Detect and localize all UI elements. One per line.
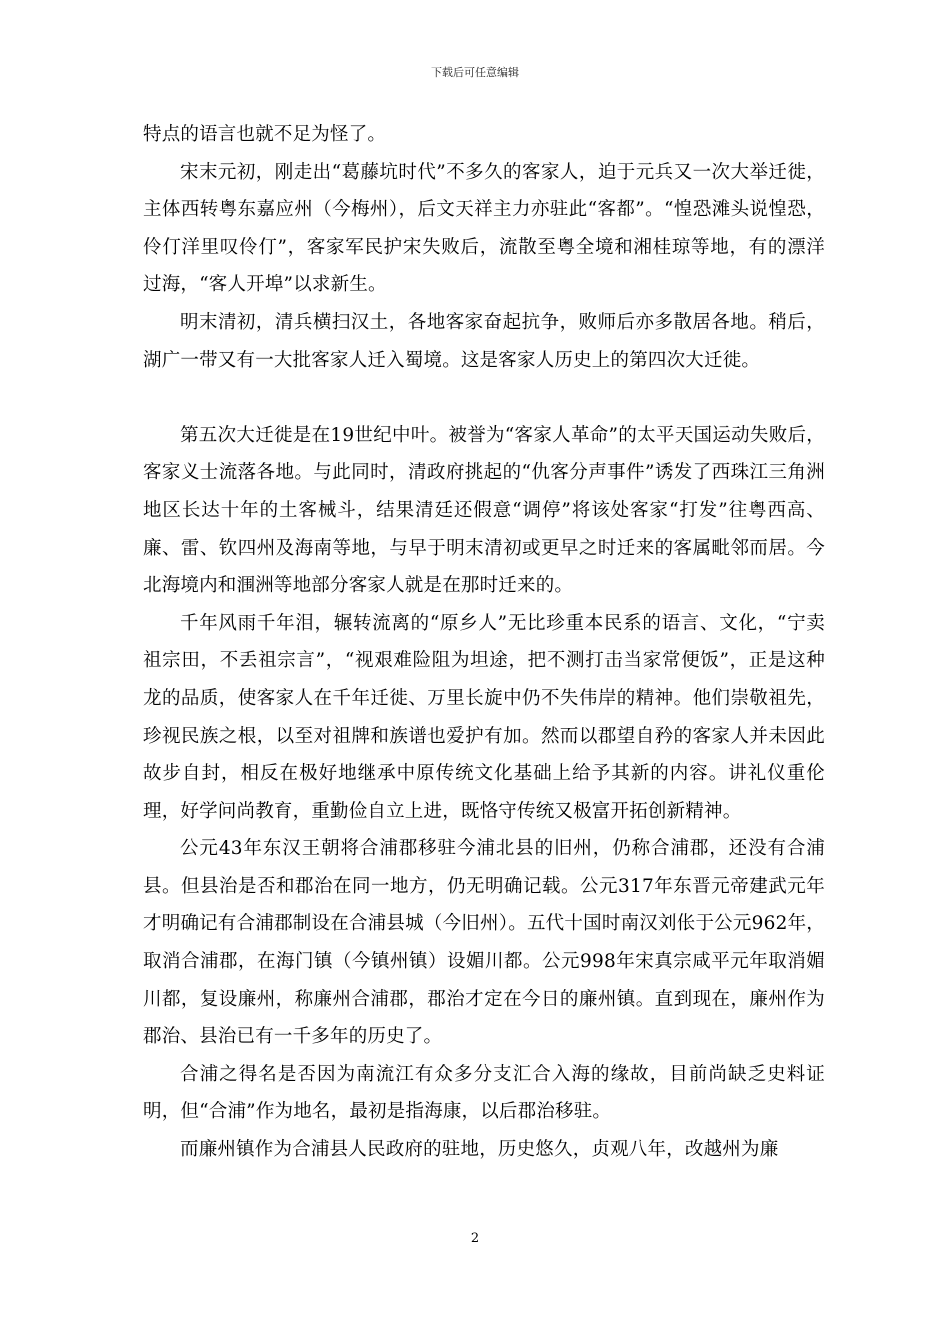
blank-line (143, 379, 825, 417)
paragraph: 明末清初，清兵横扫汉土，各地客家奋起抗争，败师后亦多散居各地。稍后，湖广一带又有一大批客家人迁入蜀境。这是客家人历史上的第四次大迁徙。 (143, 311, 825, 371)
paragraph: 合浦之得名是否因为南流江有众多分支汇合入海的缘故，目前尚缺乏史料证明，但“合浦”作为地名，最初是指海康，以后郡治移驻。 (143, 1063, 825, 1123)
page-number: 2 (470, 1231, 480, 1246)
page-header: 下载后可任意编辑 (431, 66, 519, 79)
paragraph: 特点的语言也就不足为怪了。 (143, 124, 387, 145)
paragraph: 而廉州镇作为合浦县人民政府的驻地，历史悠久，贞观八年，改越州为廉 (180, 1139, 779, 1161)
paragraph: 宋末元初，刚走出“葛藤坑时代”不多久的客家人，迫于元兵又一次大举迁徙，主体西转粤东嘉应州（今梅州），后文天祥主力亦驻此“客都”。“惶恐滩头说惶恐，伶仃洋里叹伶仃”，客家军民护宋失败后，流散至粤全境和湘桂琼等地，有的漂洋过海，“客人开埠”以求新生。 (143, 161, 825, 296)
paragraph: 千年风雨千年泪，辗转流离的“原乡人”无比珍重本民系的语言、文化，“宁卖祖宗田，不丢祖宗言”，“视艰难险阻为坦途，把不测打击当家常便饭”，正是这种龙的品质，使客家人在千年迁徙、万里长旋中仍不失伟岸的精神。他们崇敬祖先，珍视民族之根，以至对祖牌和族谱也爱护有加。然而以郡望自矜的客家人并未因此故步自封，相反在极好地继承中原传统文化基础上给予其新的内容。讲礼仪重伦理，好学问尚教育，重勤俭自立上进，既恪守传统又极富开拓创新精神。 (143, 612, 825, 822)
paragraph: 公元43年东汉王朝将合浦郡移驻今浦北县的旧州，仍称合浦郡，还没有合浦县。但县治是否和郡治在同一地方，仍无明确记载。公元317年东晋元帝建武元年才明确记有合浦郡制设在合浦县城（今旧州）。五代十国时南汉刘伥于公元962年，取消合浦郡，在海门镇（今镇州镇）设媚川都。公元998年宋真宗咸平元年取消媚川都，复设廉州，称廉州合浦郡，郡治才定在今日的廉州镇。直到现在，廉州作为郡治、县治已有一千多年的历史了。 (143, 838, 825, 1048)
paragraph: 第五次大迁徙是在19世纪中叶。被誉为“客家人革命”的太平天国运动失败后，客家义士流落各地。与此同时，清政府挑起的“仇客分声事件”诱发了西珠江三角洲地区长达十年的土客械斗，结果清廷还假意“调停”将该处客家“打发”往粤西高、廉、雷、钦四州及海南等地，与早于明末清初或更早之时迁来的客属毗邻而居。今北海境内和涠洲等地部分客家人就是在那时迁来的。 (143, 424, 825, 597)
document-body (143, 116, 825, 1169)
